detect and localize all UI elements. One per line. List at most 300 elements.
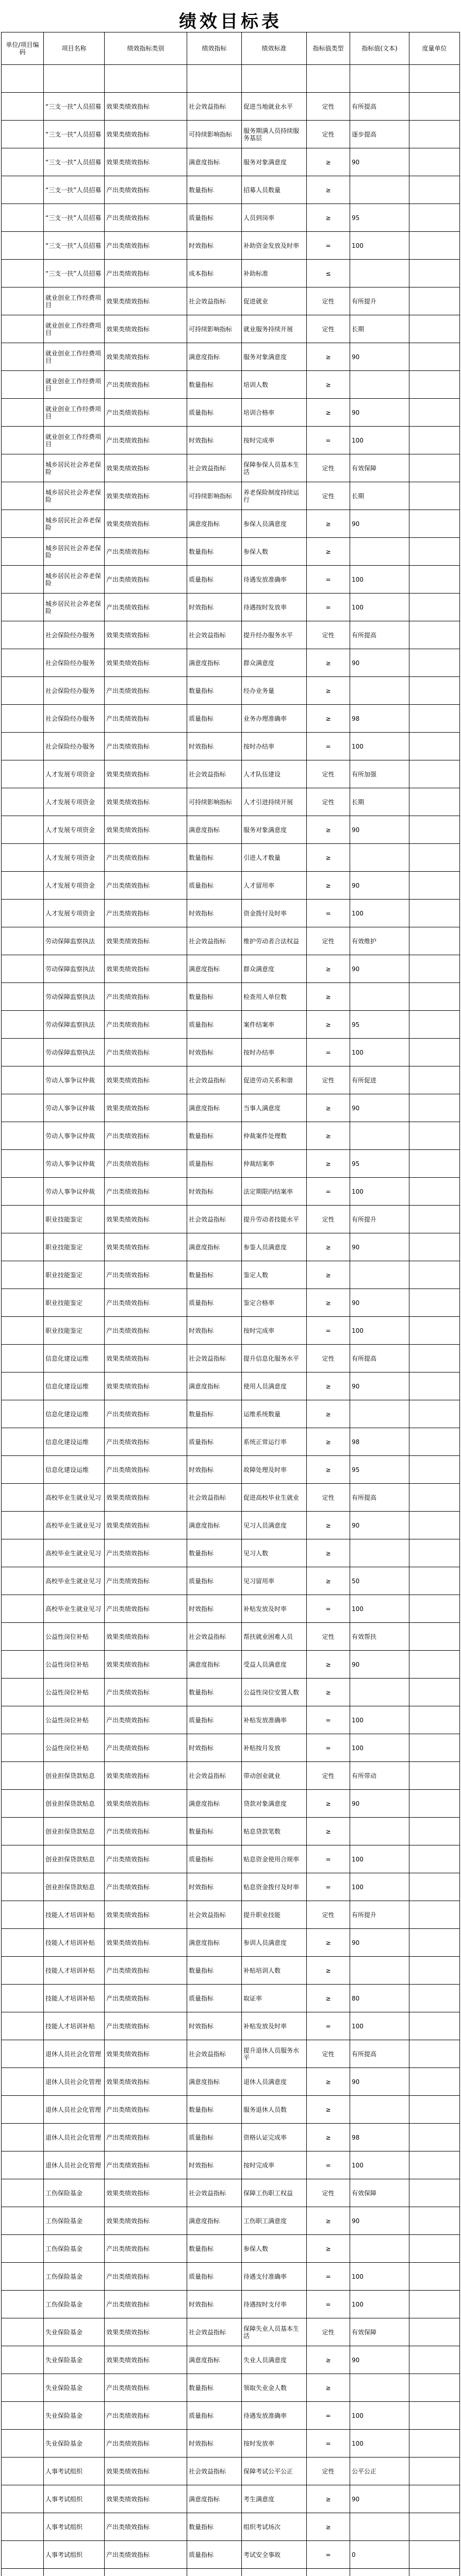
indicator-category-cell: [105, 65, 187, 93]
value-type-cell: ≥: [307, 2485, 350, 2513]
table-row: [2, 1873, 460, 1901]
indicator-cell: 质量指标: [187, 705, 242, 733]
value-type-cell: ≥: [307, 399, 350, 427]
standard-cell: 招募人员数量: [242, 176, 307, 204]
value-type-cell: 定性: [307, 93, 350, 121]
indicator-cell: 数量指标: [187, 371, 242, 399]
value-type-cell: =: [307, 566, 350, 594]
indicator-cell: 社会效益指标: [187, 287, 242, 315]
value-type-cell: =: [307, 1845, 350, 1873]
table-row: [2, 566, 460, 594]
table-row: [2, 1595, 460, 1623]
indicator-category-cell: 产出类绩效指标: [105, 2096, 187, 2124]
table-row: [2, 2151, 460, 2179]
indicator-cell: 时效指标: [187, 900, 242, 927]
indicator-cell: 时效指标: [187, 733, 242, 760]
header-cell: 绩效指标: [187, 32, 242, 65]
project-name-cell: 公益性岗位补贴: [44, 1623, 105, 1651]
unit-code-cell: [2, 315, 44, 343]
value-text-cell: 100: [350, 733, 409, 760]
standard-cell: 人才引进持续开展: [242, 788, 307, 816]
standard-cell: 待遇发放准确率: [242, 2402, 307, 2430]
standard-cell: 服务对象满意度: [242, 816, 307, 844]
indicator-category-cell: 效果类绩效指标: [105, 1206, 187, 1233]
unit-cell: [409, 454, 460, 482]
table-row: [2, 788, 460, 816]
table-row: [2, 1206, 460, 1233]
project-name-cell: 人才发展专项资金: [44, 872, 105, 900]
value-text-cell: 90: [350, 1790, 409, 1818]
indicator-category-cell: 产出类绩效指标: [105, 1873, 187, 1901]
unit-code-cell: [2, 1150, 44, 1178]
value-text-cell: 0: [350, 2541, 409, 2569]
project-name-cell: 技能人才培训补贴: [44, 1901, 105, 1929]
project-name-cell: 劳动保障监察执法: [44, 983, 105, 1011]
indicator-cell: 满意度指标: [187, 1372, 242, 1400]
unit-cell: [409, 65, 460, 93]
value-text-cell: 有效帮扶: [350, 1623, 409, 1651]
value-text-cell: 98: [350, 1428, 409, 1456]
standard-cell: [242, 2569, 307, 2576]
project-name-cell: 创业担保贷款贴息: [44, 1845, 105, 1873]
unit-code-cell: [2, 872, 44, 900]
project-name-cell: 城乡居民社会养老保险: [44, 566, 105, 594]
indicator-cell: 满意度指标: [187, 2485, 242, 2513]
standard-cell: 按时完成率: [242, 2151, 307, 2179]
standard-cell: 补贴培训人数: [242, 1957, 307, 1985]
unit-code-cell: [2, 65, 44, 93]
value-text-cell: [350, 538, 409, 566]
value-text-cell: 100: [350, 1039, 409, 1066]
standard-cell: 带动创业就业: [242, 1762, 307, 1790]
project-name-cell: 人才发展专项资金: [44, 760, 105, 788]
project-name-cell: “三支一扶”人员招募: [44, 93, 105, 121]
unit-cell: [409, 1539, 460, 1567]
table-row: [2, 65, 460, 93]
value-text-cell: [350, 983, 409, 1011]
project-name-cell: 人事考试组织: [44, 2458, 105, 2485]
project-name-cell: 创业担保贷款贴息: [44, 1790, 105, 1818]
indicator-cell: 满意度指标: [187, 148, 242, 176]
value-text-cell: 100: [350, 1178, 409, 1206]
unit-code-cell: [2, 705, 44, 733]
indicator-category-cell: 效果类绩效指标: [105, 621, 187, 649]
table-row: [2, 2430, 460, 2458]
value-type-cell: =: [307, 1706, 350, 1734]
unit-cell: [409, 2430, 460, 2458]
unit-cell: [409, 510, 460, 538]
value-text-cell: [350, 1818, 409, 1845]
project-name-cell: 社会保险经办服务: [44, 621, 105, 649]
value-type-cell: ≥: [307, 2513, 350, 2541]
unit-code-cell: [2, 1512, 44, 1539]
indicator-category-cell: 效果类绩效指标: [105, 1512, 187, 1539]
indicator-cell: 数量指标: [187, 677, 242, 705]
indicator-category-cell: 产出类绩效指标: [105, 2151, 187, 2179]
standard-cell: 参保人数: [242, 538, 307, 566]
unit-cell: [409, 760, 460, 788]
table-row: [2, 1567, 460, 1595]
standard-cell: 业务办理准确率: [242, 705, 307, 733]
indicator-cell: 质量指标: [187, 1011, 242, 1039]
indicator-category-cell: 效果类绩效指标: [105, 2179, 187, 2207]
standard-cell: 资格认证完成率: [242, 2124, 307, 2151]
unit-cell: [409, 1929, 460, 1957]
value-type-cell: ≥: [307, 1456, 350, 1484]
value-text-cell: 100: [350, 1873, 409, 1901]
unit-cell: [409, 2485, 460, 2513]
indicator-category-cell: 效果类绩效指标: [105, 788, 187, 816]
unit-code-cell: [2, 371, 44, 399]
unit-cell: [409, 1706, 460, 1734]
value-text-cell: 90: [350, 1929, 409, 1957]
table-row: [2, 1790, 460, 1818]
project-name-cell: “三支一扶”人员招募: [44, 148, 105, 176]
value-type-cell: ≥: [307, 1567, 350, 1595]
project-name-cell: 创业担保贷款贴息: [44, 1762, 105, 1790]
unit-code-cell: [2, 1623, 44, 1651]
header-cell: 绩效指标类别: [105, 32, 187, 65]
value-type-cell: ≥: [307, 1233, 350, 1261]
header-cell: 指标值类型: [307, 32, 350, 65]
value-type-cell: 定性: [307, 2040, 350, 2068]
table-row: [2, 2485, 460, 2513]
table-row: [2, 1929, 460, 1957]
unit-code-cell: [2, 1873, 44, 1901]
project-name-cell: 公益性岗位补贴: [44, 1734, 105, 1762]
unit-cell: [409, 1567, 460, 1595]
project-name-cell: 人才发展专项资金: [44, 844, 105, 872]
indicator-cell: 时效指标: [187, 2151, 242, 2179]
unit-code-cell: [2, 955, 44, 983]
value-text-cell: 90: [350, 148, 409, 176]
indicator-cell: 社会效益指标: [187, 2458, 242, 2485]
value-type-cell: =: [307, 232, 350, 260]
table-row: [2, 538, 460, 566]
indicator-cell: 社会效益指标: [187, 454, 242, 482]
indicator-category-cell: 产出类绩效指标: [105, 260, 187, 287]
value-text-cell: [350, 844, 409, 872]
indicator-cell: 社会效益指标: [187, 621, 242, 649]
standard-cell: 促进劳动关系和谐: [242, 1066, 307, 1094]
table-row: [2, 1957, 460, 1985]
table-row: [2, 1011, 460, 1039]
table-row: [2, 2374, 460, 2402]
standard-cell: 培训人数: [242, 371, 307, 399]
unit-cell: [409, 1261, 460, 1289]
project-name-cell: 劳动保障监察执法: [44, 927, 105, 955]
table-row: [2, 1734, 460, 1762]
table-row: [2, 900, 460, 927]
project-name-cell: 就业创业工作经费项目: [44, 427, 105, 454]
value-text-cell: 98: [350, 2124, 409, 2151]
indicator-cell: 数量指标: [187, 844, 242, 872]
value-text-cell: [350, 677, 409, 705]
value-type-cell: =: [307, 1595, 350, 1623]
indicator-cell: 质量指标: [187, 1567, 242, 1595]
value-text-cell: 有所加强: [350, 760, 409, 788]
table-row: [2, 2235, 460, 2263]
indicator-cell: 满意度指标: [187, 1094, 242, 1122]
value-type-cell: ≥: [307, 1651, 350, 1679]
standard-cell: 服务退休人员数: [242, 2096, 307, 2124]
unit-cell: [409, 1122, 460, 1150]
value-text-cell: [350, 1122, 409, 1150]
indicator-cell: 数量指标: [187, 1539, 242, 1567]
standard-cell: 见习留用率: [242, 1567, 307, 1595]
table-row: [2, 1901, 460, 1929]
standard-cell: 服务期满人员持续服务基层: [242, 121, 307, 148]
value-type-cell: 定性: [307, 1484, 350, 1512]
indicator-category-cell: 产出类绩效指标: [105, 1428, 187, 1456]
value-text-cell: 90: [350, 872, 409, 900]
unit-code-cell: [2, 1929, 44, 1957]
table-body: [2, 65, 460, 2576]
table-row: [2, 927, 460, 955]
unit-code-cell: [2, 1372, 44, 1400]
project-name-cell: 工伤保险基金: [44, 2207, 105, 2235]
standard-cell: 参训人员满意度: [242, 1929, 307, 1957]
unit-code-cell: [2, 482, 44, 510]
unit-code-cell: [2, 1985, 44, 2012]
value-text-cell: 有所提高: [350, 93, 409, 121]
unit-code-cell: [2, 816, 44, 844]
project-name-cell: 技能人才培训补贴: [44, 1929, 105, 1957]
project-name-cell: 城乡居民社会养老保险: [44, 538, 105, 566]
indicator-category-cell: 产出类绩效指标: [105, 427, 187, 454]
indicator-category-cell: 产出类绩效指标: [105, 2124, 187, 2151]
value-type-cell: ≥: [307, 176, 350, 204]
indicator-category-cell: 效果类绩效指标: [105, 2346, 187, 2374]
value-type-cell: =: [307, 1317, 350, 1345]
indicator-cell: 时效指标: [187, 2430, 242, 2458]
unit-cell: [409, 371, 460, 399]
table-header-row: [2, 32, 460, 65]
value-text-cell: 有所提升: [350, 1206, 409, 1233]
indicator-category-cell: 产出类绩效指标: [105, 1539, 187, 1567]
table-row: [2, 1039, 460, 1066]
unit-code-cell: [2, 2402, 44, 2430]
value-type-cell: ≥: [307, 204, 350, 232]
indicator-category-cell: 效果类绩效指标: [105, 927, 187, 955]
standard-cell: 人员到岗率: [242, 204, 307, 232]
unit-code-cell: [2, 1845, 44, 1873]
value-type-cell: 定性: [307, 1762, 350, 1790]
unit-code-cell: [2, 427, 44, 454]
value-type-cell: ≥: [307, 872, 350, 900]
project-name-cell: 失业保险基金: [44, 2318, 105, 2346]
indicator-cell: 满意度指标: [187, 343, 242, 371]
unit-cell: [409, 2569, 460, 2576]
standard-cell: 保障参保人员基本生活: [242, 454, 307, 482]
standard-cell: 补贴发放及时率: [242, 2012, 307, 2040]
unit-cell: [409, 2012, 460, 2040]
indicator-category-cell: 效果类绩效指标: [105, 2485, 187, 2513]
standard-cell: 提升经办服务水平: [242, 621, 307, 649]
value-type-cell: 定性: [307, 1623, 350, 1651]
unit-code-cell: [2, 1957, 44, 1985]
value-type-cell: =: [307, 427, 350, 454]
indicator-cell: 社会效益指标: [187, 2040, 242, 2068]
unit-code-cell: [2, 1206, 44, 1233]
value-type-cell: =: [307, 2430, 350, 2458]
table-row: [2, 1289, 460, 1317]
indicator-category-cell: 效果类绩效指标: [105, 2458, 187, 2485]
value-text-cell: 95: [350, 1150, 409, 1178]
indicator-cell: 质量指标: [187, 1985, 242, 2012]
value-text-cell: 100: [350, 594, 409, 621]
project-name-cell: 职业技能鉴定: [44, 1317, 105, 1345]
value-text-cell: [350, 2374, 409, 2402]
value-type-cell: ≥: [307, 2124, 350, 2151]
indicator-cell: 时效指标: [187, 1178, 242, 1206]
standard-cell: 保障工伤职工权益: [242, 2179, 307, 2207]
table-row: [2, 1651, 460, 1679]
value-type-cell: ≥: [307, 2096, 350, 2124]
standard-cell: 待遇发放准确率: [242, 566, 307, 594]
unit-code-cell: [2, 399, 44, 427]
unit-cell: [409, 872, 460, 900]
standard-cell: 维护劳动者合法权益: [242, 927, 307, 955]
unit-code-cell: [2, 1790, 44, 1818]
project-name-cell: 劳动人事争议仲裁: [44, 1066, 105, 1094]
table-row: [2, 649, 460, 677]
value-type-cell: ≥: [307, 983, 350, 1011]
indicator-cell: 可持续影响指标: [187, 315, 242, 343]
indicator-cell: 数量指标: [187, 538, 242, 566]
project-name-cell: 高校毕业生就业见习: [44, 1567, 105, 1595]
table-row: [2, 1762, 460, 1790]
unit-code-cell: [2, 1818, 44, 1845]
table-row: [2, 1484, 460, 1512]
indicator-category-cell: 效果类绩效指标: [105, 1233, 187, 1261]
unit-code-cell: [2, 2374, 44, 2402]
project-name-cell: 退休人员社会化管理: [44, 2096, 105, 2124]
value-text-cell: 有所提高: [350, 2040, 409, 2068]
value-text-cell: 有所提升: [350, 1901, 409, 1929]
table-row: [2, 1150, 460, 1178]
value-type-cell: 定性: [307, 315, 350, 343]
unit-code-cell: [2, 788, 44, 816]
value-type-cell: 定性: [307, 287, 350, 315]
indicator-category-cell: 产出类绩效指标: [105, 1317, 187, 1345]
value-type-cell: ≥: [307, 1122, 350, 1150]
value-text-cell: 有所带动: [350, 1762, 409, 1790]
project-name-cell: 劳动保障监察执法: [44, 1011, 105, 1039]
indicator-cell: 数量指标: [187, 1122, 242, 1150]
standard-cell: 系统正常运行率: [242, 1428, 307, 1456]
indicator-category-cell: 产出类绩效指标: [105, 2513, 187, 2541]
unit-code-cell: [2, 1762, 44, 1790]
value-text-cell: 90: [350, 1289, 409, 1317]
unit-cell: [409, 1734, 460, 1762]
unit-cell: [409, 2096, 460, 2124]
project-name-cell: 职业技能鉴定: [44, 1206, 105, 1233]
value-type-cell: ≤: [307, 260, 350, 287]
indicator-category-cell: 效果类绩效指标: [105, 315, 187, 343]
project-name-cell: 就业创业工作经费项目: [44, 399, 105, 427]
standard-cell: 按时发放率: [242, 2430, 307, 2458]
indicator-category-cell: 效果类绩效指标: [105, 1484, 187, 1512]
value-text-cell: 有效保障: [350, 2318, 409, 2346]
project-name-cell: 社会保险经办服务: [44, 677, 105, 705]
project-name-cell: 高校毕业生就业见习: [44, 1512, 105, 1539]
table-row: [2, 2291, 460, 2318]
standard-cell: 培训合格率: [242, 399, 307, 427]
indicator-category-cell: 产出类绩效指标: [105, 538, 187, 566]
indicator-cell: 社会效益指标: [187, 1901, 242, 1929]
table-row: [2, 2346, 460, 2374]
performance-target-table: [1, 32, 460, 2576]
standard-cell: 提升信息化服务水平: [242, 1345, 307, 1372]
standard-cell: 贴息贷款笔数: [242, 1818, 307, 1845]
table-row: [2, 93, 460, 121]
value-text-cell: 公平公正: [350, 2458, 409, 2485]
indicator-cell: 质量指标: [187, 872, 242, 900]
unit-code-cell: [2, 287, 44, 315]
unit-code-cell: [2, 176, 44, 204]
project-name-cell: 职业技能鉴定: [44, 1289, 105, 1317]
indicator-category-cell: 产出类绩效指标: [105, 232, 187, 260]
unit-code-cell: [2, 2430, 44, 2458]
value-text-cell: 90: [350, 2346, 409, 2374]
unit-cell: [409, 315, 460, 343]
value-text-cell: 100: [350, 1734, 409, 1762]
indicator-cell: 可持续影响指标: [187, 482, 242, 510]
unit-code-cell: [2, 1066, 44, 1094]
indicator-category-cell: 效果类绩效指标: [105, 1901, 187, 1929]
unit-cell: [409, 1066, 460, 1094]
value-type-cell: ≥: [307, 1289, 350, 1317]
indicator-category-cell: 效果类绩效指标: [105, 2068, 187, 2096]
standard-cell: 群众满意度: [242, 649, 307, 677]
project-name-cell: 城乡居民社会养老保险: [44, 454, 105, 482]
indicator-category-cell: 产出类绩效指标: [105, 2541, 187, 2569]
indicator-category-cell: 产出类绩效指标: [105, 1567, 187, 1595]
standard-cell: 补贴按月发放: [242, 1734, 307, 1762]
unit-cell: [409, 2179, 460, 2207]
value-type-cell: 定性: [307, 2179, 350, 2207]
project-name-cell: 技能人才培训补贴: [44, 2012, 105, 2040]
table-row: [2, 2263, 460, 2291]
standard-cell: 补贴发放准确率: [242, 1706, 307, 1734]
value-text-cell: 90: [350, 1651, 409, 1679]
indicator-category-cell: 产出类绩效指标: [105, 1289, 187, 1317]
table-row: [2, 1233, 460, 1261]
unit-cell: [409, 594, 460, 621]
unit-code-cell: [2, 1345, 44, 1372]
value-type-cell: 定性: [307, 1345, 350, 1372]
value-text-cell: 有效维护: [350, 927, 409, 955]
unit-cell: [409, 343, 460, 371]
value-type-cell: ≥: [307, 1790, 350, 1818]
unit-code-cell: [2, 538, 44, 566]
indicator-category-cell: 效果类绩效指标: [105, 454, 187, 482]
value-type-cell: ≥: [307, 1400, 350, 1428]
table-row: [2, 816, 460, 844]
value-text-cell: 长期: [350, 482, 409, 510]
value-text-cell: 100: [350, 2012, 409, 2040]
standard-cell: 补助标准: [242, 260, 307, 287]
value-type-cell: ≥: [307, 1261, 350, 1289]
indicator-cell: 社会效益指标: [187, 1623, 242, 1651]
project-name-cell: 劳动人事争议仲裁: [44, 1094, 105, 1122]
unit-code-cell: [2, 2263, 44, 2291]
value-type-cell: ≥: [307, 1818, 350, 1845]
value-text-cell: [350, 1539, 409, 1567]
indicator-category-cell: 产出类绩效指标: [105, 1039, 187, 1066]
indicator-category-cell: 产出类绩效指标: [105, 677, 187, 705]
